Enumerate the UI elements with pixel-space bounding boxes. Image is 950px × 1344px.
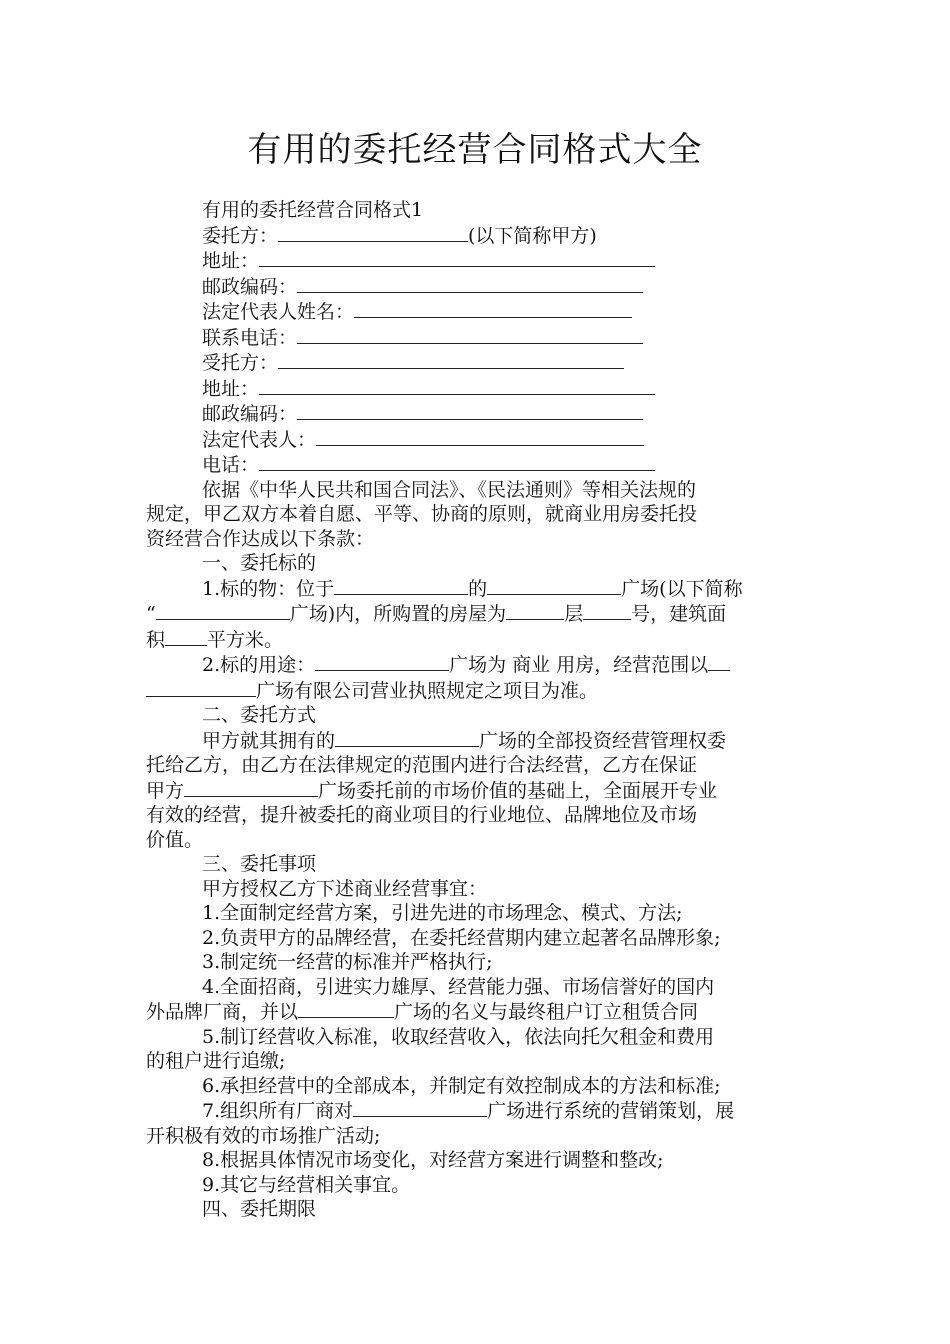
party-b-legal-rep-label: 法定代表人：: [202, 428, 317, 451]
document-body: [146, 198, 810, 1222]
s3-item-8: 8.根据具体情况市场变化，对经营方案进行调整和整改;: [202, 1149, 664, 1171]
party-a-suffix: (以下简称甲方): [468, 224, 597, 247]
s2-para-line-5: 价值。: [146, 828, 204, 851]
section-3-heading: 三、委托事项: [202, 853, 317, 875]
s1-item-2-text: 广场有限公司营业执照规定之项目为准。: [256, 679, 599, 702]
party-b-address-label: 地址：: [202, 377, 260, 400]
s1-item-1-text: 1.标的物：位于: [202, 577, 335, 600]
party-a-address-label: 地址：: [202, 250, 260, 272]
s1-item-2-line-2: [146, 678, 810, 704]
party-b-legal-rep-blank: [316, 427, 644, 446]
s1-item-1-text: 广场(以下简称: [621, 577, 743, 600]
s3-item-1: 1.全面制定经营方案，引进先进的市场理念、模式、方法;: [202, 902, 683, 924]
s3-item-5-line-1: 5.制订经营收入标准，收取经营收入，依法向托欠租金和费用: [202, 1025, 715, 1048]
party-b-phone-label: 电话：: [202, 454, 260, 476]
party-b-postcode-line: [146, 401, 810, 427]
s3-item-4-text: 外品牌厂商，并以: [146, 1001, 299, 1023]
s3-item-7-text: 广场进行系统的营销策划，展: [487, 1100, 735, 1122]
party-b-postcode-label: 邮政编码：: [202, 403, 298, 425]
blank: [506, 601, 564, 620]
party-a-line: [146, 223, 810, 249]
section-4-heading: 四、委托期限: [202, 1198, 317, 1220]
section-2-heading: 二、委托方式: [202, 704, 317, 726]
s3-item-9: 9.其它与经营相关事宜。: [202, 1173, 411, 1196]
blank: [353, 1098, 487, 1117]
party-b-phone-blank: [259, 452, 655, 471]
preamble-line-3: 资经营合作达成以下条款：: [146, 527, 375, 550]
blank: [334, 576, 468, 595]
s1-item-1-text: 平方米。: [207, 628, 284, 651]
blank: [184, 778, 318, 797]
s1-item-1-line-3: [146, 627, 810, 653]
blank: [708, 652, 730, 671]
s1-item-1-text: 号，建筑面: [631, 603, 727, 625]
party-a-phone-label: 联系电话：: [202, 326, 298, 349]
preamble-line-2: 规定，甲乙双方本着自愿、平等、协商的原则，就商业用房委托投: [146, 503, 698, 525]
s3-item-7-line-2: 开积极有效的市场推广活动;: [146, 1124, 381, 1147]
s3-item-2: 2.负责甲方的品牌经营，在委托经营期内建立起著名品牌形象;: [202, 926, 721, 949]
s1-item-2-text: 2.标的用途：: [202, 654, 316, 676]
s1-item-2-line-1: [146, 652, 810, 678]
s1-item-1-text: 广场)内，所购置的房屋为: [289, 603, 507, 625]
section-1-heading: 一、委托标的: [202, 552, 317, 574]
s3-item-4-line-1: 4.全面招商，引进实力雄厚、经营能力强、市场信誉好的国内: [202, 975, 715, 998]
s1-item-1-text: 的: [468, 577, 488, 600]
party-a-blank: [278, 223, 468, 242]
s3-item-7-line-1: [146, 1098, 810, 1124]
party-b-blank: [278, 350, 624, 369]
s1-item-1-text: 层: [564, 603, 584, 625]
party-b-address-line: [146, 376, 810, 402]
s3-item-6: 6.承担经营中的全部成本，并制定有效控制成本的方法和标准;: [202, 1074, 721, 1097]
blank: [165, 627, 207, 646]
s3-item-7-text: 7.组织所有厂商对: [202, 1100, 354, 1122]
s1-item-1-text: 积: [146, 628, 166, 651]
party-a-address-line: [146, 248, 810, 274]
blank: [487, 576, 621, 595]
blank: [315, 652, 449, 671]
s1-item-1-text: “: [146, 603, 156, 625]
party-a-phone-blank: [297, 325, 643, 344]
party-b-legal-rep-line: [146, 427, 810, 453]
party-a-postcode-label: 邮政编码：: [202, 275, 298, 298]
preamble-line-1: 依据《中华人民共和国合同法》、《民法通则》等相关法规的: [202, 478, 697, 501]
s2-text: 广场的全部投资经营管理权委: [479, 729, 727, 752]
s1-item-2-text: 广场为 商业 用房，经营范围以: [449, 654, 709, 676]
blank: [146, 678, 256, 697]
blank: [335, 728, 479, 747]
party-b-label: 受托方：: [202, 352, 279, 374]
party-b-address-blank: [259, 376, 655, 395]
party-a-legal-rep-label: 法定代表人姓名：: [202, 301, 355, 323]
s2-text: 甲方就其拥有的: [202, 729, 336, 752]
s3-item-3: 3.制定统一经营的标准并严格执行;: [202, 951, 493, 973]
s2-para-line-1: [146, 728, 810, 754]
s2-text: 广场委托前的市场价值的基础上，全面展开专业: [318, 779, 718, 802]
party-a-legal-rep-blank: [354, 299, 632, 318]
blank: [583, 601, 631, 620]
party-b-postcode-blank: [297, 401, 643, 420]
party-a-postcode-line: [146, 274, 810, 300]
s3-item-4-line-2: [146, 999, 810, 1025]
s3-intro: 甲方授权乙方下述商业经营事宜：: [202, 877, 488, 900]
s2-para-line-4: 有效的经营，提升被委托的商业项目的行业地位、品牌地位及市场: [146, 804, 698, 826]
party-a-postcode-blank: [297, 274, 643, 293]
party-a-legal-rep-line: [146, 299, 810, 325]
s3-item-4-text: 广场的名义与最终租户订立租赁合同: [394, 1001, 699, 1023]
party-b-line: [146, 350, 810, 376]
s3-item-5-line-2: 的租户进行追缴;: [146, 1050, 286, 1072]
party-b-phone-line: [146, 452, 810, 478]
document-title: 有用的委托经营合同格式大全: [247, 130, 703, 170]
s2-para-line-3: [146, 778, 810, 804]
blank: [156, 601, 290, 620]
party-a-phone-line: [146, 325, 810, 351]
s1-item-1-line-1: [146, 576, 810, 602]
s2-text: 甲方: [146, 779, 185, 802]
party-a-address-blank: [259, 248, 655, 267]
party-a-label: 委托方：: [202, 224, 279, 247]
blank: [298, 999, 394, 1018]
contract-subtitle: 有用的委托经营合同格式1: [202, 199, 424, 221]
s1-item-1-line-2: [146, 601, 810, 627]
s2-para-line-2: 托给乙方，由乙方在法律规定的范围内进行合法经营，乙方在保证: [146, 754, 698, 776]
